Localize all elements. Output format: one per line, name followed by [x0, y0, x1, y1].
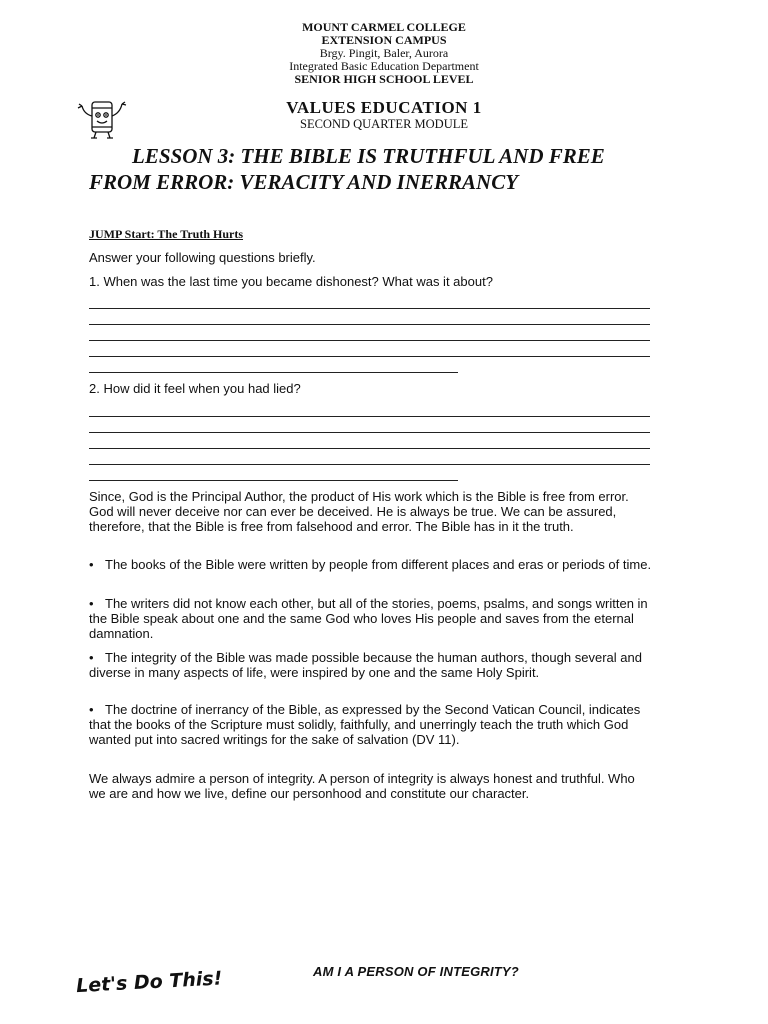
integrity-question: AM I A PERSON OF INTEGRITY?	[313, 964, 519, 979]
jump-start-heading: JUMP Start: The Truth Hurts	[89, 227, 244, 241]
answer-line	[89, 372, 458, 373]
campus-address: Brgy. Pingit, Baler, Aurora	[319, 46, 449, 60]
closing-paragraph: We always admire a person of integrity. A person of integrity is always honest and truthful. Who we are and how we live, define our personhood and constitute our character.	[89, 771, 635, 801]
answer-line	[89, 340, 650, 341]
question-1: 1. When was the last time you became dishonest? What was it about?	[89, 274, 493, 289]
answer-line	[89, 464, 650, 465]
answer-line	[89, 308, 650, 309]
answer-line	[89, 324, 650, 325]
department-name: Integrated Basic Education Department	[289, 59, 479, 73]
course-subtitle: SECOND QUARTER MODULE	[300, 117, 468, 131]
answer-line	[89, 480, 458, 481]
course-title: VALUES EDUCATION 1	[286, 98, 482, 117]
school-level: SENIOR HIGH SCHOOL LEVEL	[294, 72, 474, 86]
logo-text: Let's Do This!	[75, 967, 223, 998]
intro-paragraph: Since, God is the Principal Author, the product of His work which is the Bible is free from error. God will never deceive nor can ever be deceived. He is always be true. We can be assured, therefore, that the Bible is free from falsehood and error. The Bible has in it the truth.	[89, 489, 629, 534]
answer-line	[89, 416, 650, 417]
bullet-item: • The integrity of the Bible was made possible because the human authors, though several and diverse in many aspects of life, were inspired by one and the same Holy Spirit.	[89, 650, 642, 680]
bullet-item: • The writers did not know each other, but all of the stories, poems, psalms, and songs written in the Bible speak about one and the same God who loves His people and saves from the eternal damnation.	[89, 596, 648, 641]
college-name: MOUNT CARMEL COLLEGE	[302, 20, 466, 34]
bullet-item: • The doctrine of inerrancy of the Bible, as expressed by the Second Vatican Council, indicates that the books of the Scripture must solidly, faithfully, and unerringly teach the truth which God wanted put into sacred writings for the sake of salvation (DV 11).	[89, 702, 641, 747]
answer-line	[89, 432, 650, 433]
question-2: 2. How did it feel when you had lied?	[89, 381, 301, 396]
answer-line	[89, 448, 650, 449]
bullet-text: The books of the Bible were written by people from different places and eras or periods of time.	[105, 557, 652, 572]
bullet-text: The writers did not know each other, but all of the stories, poems, psalms, and songs written in the Bible speak about one and the same God who loves His people and saves from the eternal damnation.	[89, 596, 648, 641]
answer-line	[89, 356, 650, 357]
bullet-text: The doctrine of inerrancy of the Bible, as expressed by the Second Vatican Council, indicates that the books of the Scripture must solidly, faithfully, and unerringly teach the truth which God wanted put into sacred writings for the sake of salvation (DV 11).	[89, 702, 641, 747]
campus-name: EXTENSION CAMPUS	[321, 33, 447, 47]
lesson-title: LESSON 3: THE BIBLE IS TRUTHFUL AND FREE FROM ERROR: VERACITY AND INERRANCY	[89, 144, 605, 194]
lets-do-this-logo	[74, 960, 234, 1000]
instruction-text: Answer your following questions briefly.	[89, 250, 316, 265]
bullet-text: The integrity of the Bible was made possible because the human authors, though several and diverse in many aspects of life, were inspired by one and the same Holy Spirit.	[89, 650, 642, 680]
bullet-item: • The books of the Bible were written by people from different places and eras or periods of time.	[89, 557, 652, 572]
